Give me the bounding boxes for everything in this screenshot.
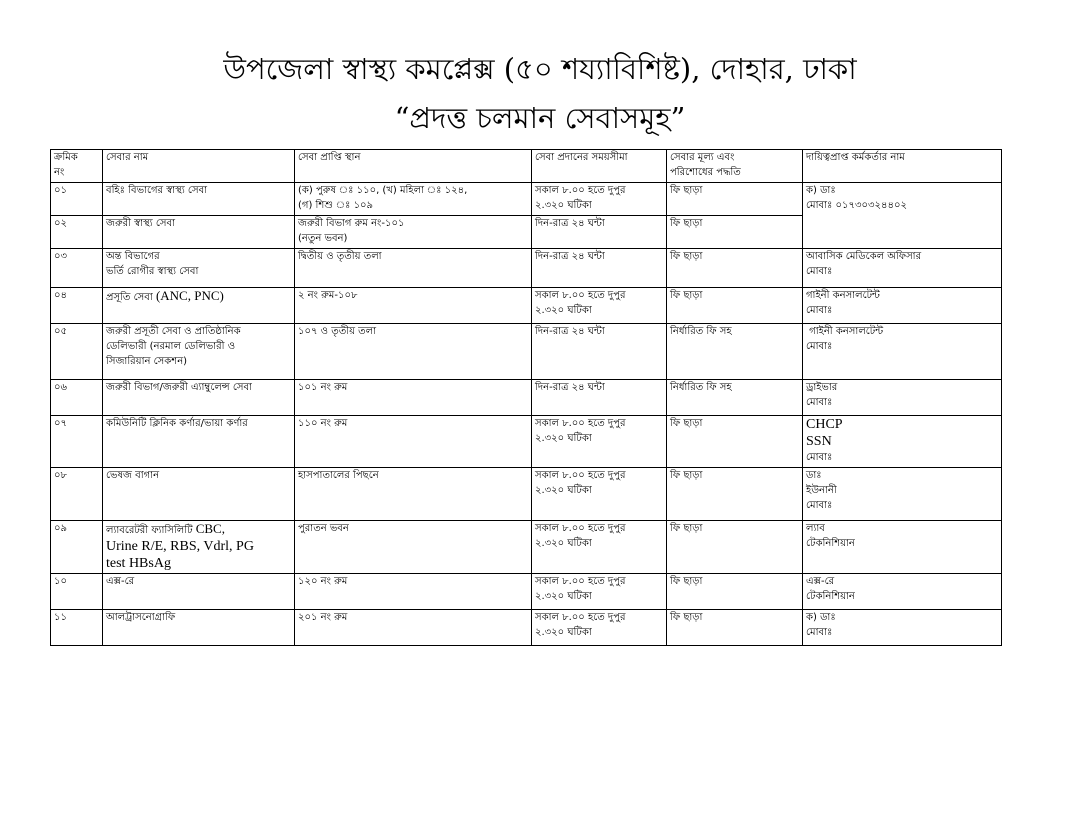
location-cell: জরুরী বিভাগ রুম নং-১০১ (নতুন ভবন) [295, 216, 532, 249]
timing-cell: সকাল ৮.০০ হতে দুপুর ২.৩২০ ঘটিকা [532, 521, 667, 574]
table-row [51, 380, 1002, 416]
timing-cell: সকাল ৮.০০ হতে দুপুর ২.৩২০ ঘটিকা [532, 574, 667, 610]
header-service-name: সেবার নাম [103, 150, 295, 183]
header-serial: ক্রমিক নং [51, 150, 103, 183]
fee-cell: ফি ছাড়া [667, 610, 803, 646]
table-row [51, 521, 1002, 574]
fee-cell: ফি ছাড়া [667, 249, 803, 288]
document-subtitle: “প্রদত্ত চলমান সেবাসমূহ” [394, 101, 686, 135]
fee-cell: ফি ছাড়া [667, 416, 803, 468]
fee-cell: ফি ছাড়া [667, 574, 803, 610]
location-cell: পুরাতন ভবন [295, 521, 532, 574]
service-cell: কমিউনিটি ক্লিনিক কর্ণার/ভায়া কর্ণার [103, 416, 295, 468]
header-fee: সেবার মূল্য এবং পরিশোধের পদ্ধতি [667, 150, 803, 183]
fee-cell: নির্ধারিত ফি সহ [667, 380, 803, 416]
serial-cell: ০১ [51, 183, 103, 216]
service-cell: ল্যাবরেটরী ফ্যাসিলিটি CBC, Urine R/E, RBS, Vdrl, PG test HBsAg [103, 521, 295, 574]
timing-cell: দিন-রাত্র ২৪ ঘন্টা [532, 324, 667, 380]
timing-cell: দিন-রাত্র ২৪ ঘন্টা [532, 216, 667, 249]
serial-cell: ০৭ [51, 416, 103, 468]
service-cell: বহিঃ বিভাগের স্বাস্থ্য সেবা [103, 183, 295, 216]
table-row [51, 183, 1002, 216]
fee-cell: ফি ছাড়া [667, 183, 803, 216]
table-row [51, 574, 1002, 610]
service-cell: এক্স-রে [103, 574, 295, 610]
location-cell: ২০১ নং রুম [295, 610, 532, 646]
serial-cell: ০৯ [51, 521, 103, 574]
table-row [51, 288, 1002, 324]
timing-cell: সকাল ৮.০০ হতে দুপুর ২.৩২০ ঘটিকা [532, 468, 667, 521]
serial-cell: ১১ [51, 610, 103, 646]
officer-cell: এক্স-রে টেকনিশিয়ান [803, 574, 1002, 610]
location-cell: দ্বিতীয় ও তৃতীয় তলা [295, 249, 532, 288]
service-cell: জরুরী স্বাস্থ্য সেবা [103, 216, 295, 249]
service-latin-text: (ANC, PNC) [155, 288, 224, 303]
fee-cell: ফি ছাড়া [667, 288, 803, 324]
service-cell: আলট্রাসনোগ্রাফি [103, 610, 295, 646]
table-row [51, 468, 1002, 521]
fee-cell: ফি ছাড়া [667, 468, 803, 521]
service-text: ল্যাবরেটরী ফ্যাসিলিটি [106, 525, 193, 536]
serial-cell: ০৪ [51, 288, 103, 324]
serial-cell: ০৮ [51, 468, 103, 521]
officer-cell: ড্রাইভার মোবাঃ [803, 380, 1002, 416]
services-table [50, 149, 1002, 646]
fee-cell: ফি ছাড়া [667, 216, 803, 249]
location-cell: হাসপাতালের পিছনে [295, 468, 532, 521]
timing-cell: সকাল ৮.০০ হতে দুপুর ২.৩২০ ঘটিকা [532, 183, 667, 216]
timing-cell: সকাল ৮.০০ হতে দুপুর ২.৩২০ ঘটিকা [532, 288, 667, 324]
service-cell: অন্ত বিভাগের ভর্তি রোগীর স্বাস্থ্য সেবা [103, 249, 295, 288]
serial-cell: ০৩ [51, 249, 103, 288]
location-cell: ১২০ নং রুম [295, 574, 532, 610]
table-row [51, 249, 1002, 288]
serial-cell: ০৫ [51, 324, 103, 380]
service-cell [103, 288, 295, 324]
service-latin-text: CBC, [195, 521, 225, 536]
timing-cell: দিন-রাত্র ২৪ ঘন্টা [532, 380, 667, 416]
officer-cell: গাইনী কনসালটেন্ট মোবাঃ [803, 288, 1002, 324]
serial-cell: ১০ [51, 574, 103, 610]
service-text: প্রসূতি সেবা [106, 292, 153, 303]
serial-cell: ০৬ [51, 380, 103, 416]
officer-cell: গাইনী কনসালটেন্ট মোবাঃ [803, 324, 1002, 380]
timing-cell: সকাল ৮.০০ হতে দুপুর ২.৩২০ ঘটিকা [532, 416, 667, 468]
timing-cell: দিন-রাত্র ২৪ ঘন্টা [532, 249, 667, 288]
location-cell: ১০৭ ও তৃতীয় তলা [295, 324, 532, 380]
location-cell: (ক) পুরুষ ঃ ১১০, (খ) মহিলা ঃ ১২৪, (গ) শিশু ঃ ১০৯ [295, 183, 532, 216]
officer-cell: CHCP SSN মোবাঃ [803, 416, 1002, 468]
fee-cell: ফি ছাড়া [667, 521, 803, 574]
table-header-row [51, 150, 1002, 183]
location-cell: ১০১ নং রুম [295, 380, 532, 416]
document-title: উপজেলা স্বাস্থ্য কমপ্লেক্স (৫০ শয্যাবিশিষ্ট), দোহার, ঢাকা [223, 52, 857, 86]
officer-cell: আবাসিক মেডিকেল অফিসার মোবাঃ [803, 249, 1002, 288]
officer-cell: ক) ডাঃ মোবাঃ [803, 610, 1002, 646]
service-cell: ভেষজ বাগান [103, 468, 295, 521]
header-timing: সেবা প্রদানের সময়সীমা [532, 150, 667, 183]
header-location: সেবা প্রাপ্তি স্থান [295, 150, 532, 183]
table-row [51, 416, 1002, 468]
table-row [51, 324, 1002, 380]
officer-cell: ল্যাব টেকনিশিয়ান [803, 521, 1002, 574]
location-cell: ১১০ নং রুম [295, 416, 532, 468]
header-officer: দায়িত্বপ্রাপ্ত কর্মকর্তার নাম [803, 150, 1002, 183]
officer-cell: ডাঃ ইউনানী মোবাঃ [803, 468, 1002, 521]
timing-cell: সকাল ৮.০০ হতে দুপুর ২.৩২০ ঘটিকা [532, 610, 667, 646]
serial-cell: ০২ [51, 216, 103, 249]
location-cell: ২ নং রুম-১০৮ [295, 288, 532, 324]
officer-cell: ক) ডাঃ মোবাঃ ০১৭৩০৩২৪৪০২ [803, 183, 1002, 249]
service-cell: জরুরী প্রসূতী সেবা ও প্রাতিষ্ঠানিক ডেলিভারী (নরমাল ডেলিভারী ও সিজারিয়ান সেকশন) [103, 324, 295, 380]
table-row [51, 610, 1002, 646]
service-cell: জরুরী বিভাগ/জরুরী এ্যাম্বুলেন্স সেবা [103, 380, 295, 416]
fee-cell: নির্ধারিত ফি সহ [667, 324, 803, 380]
